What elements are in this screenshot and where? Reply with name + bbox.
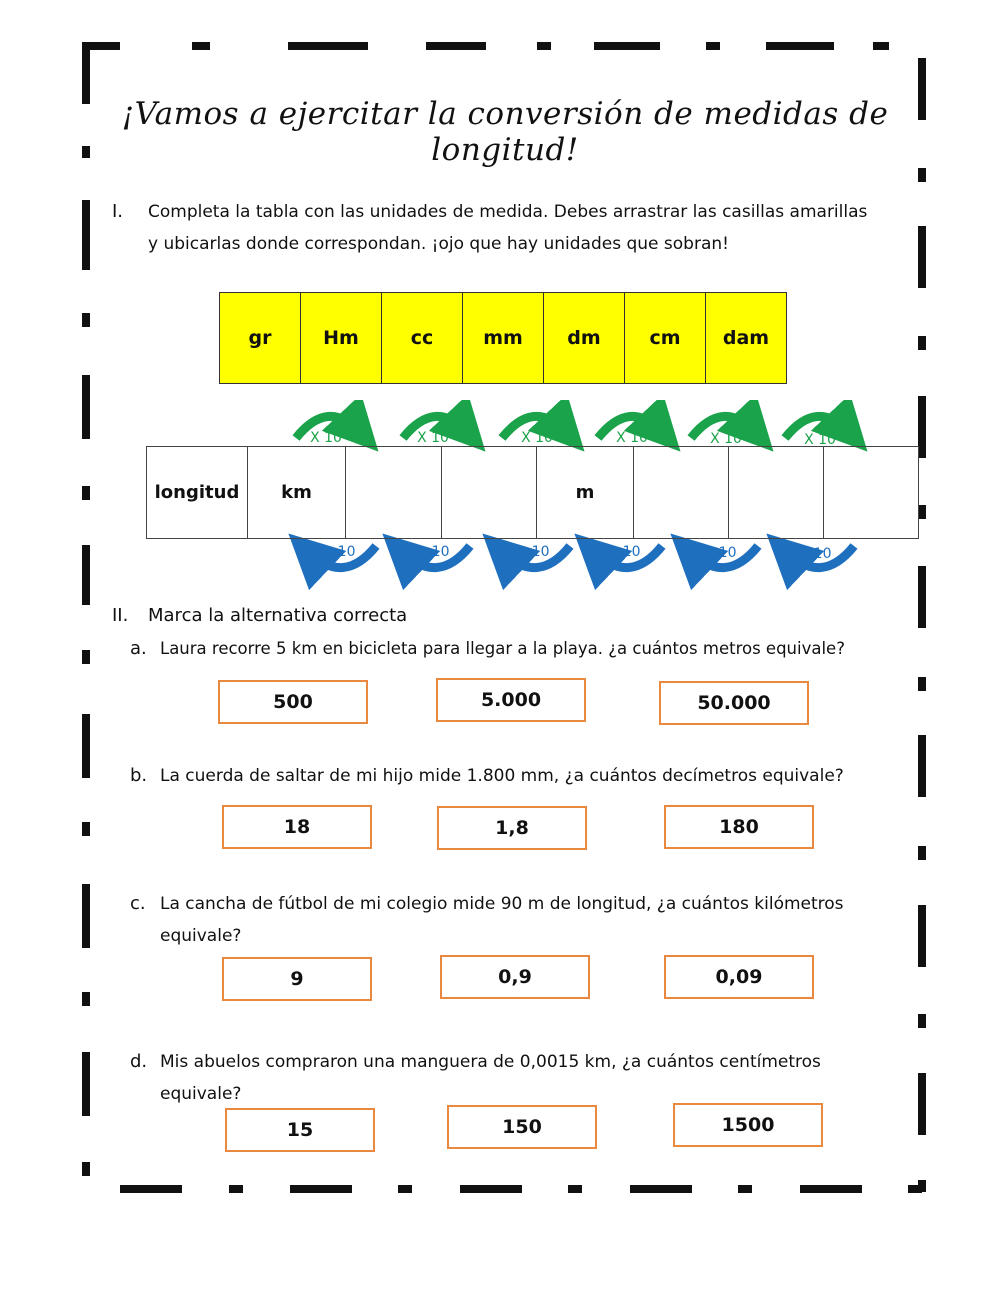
unit-chip-dm[interactable]: dm bbox=[543, 292, 625, 384]
unit-chip-gr[interactable]: gr bbox=[219, 292, 301, 384]
option-b-2[interactable]: 1,8 bbox=[437, 806, 587, 850]
question-d bbox=[130, 1046, 910, 1110]
question-letter: c. bbox=[130, 893, 146, 914]
multiply-label: X 10 bbox=[310, 430, 342, 446]
section-1-number: I. bbox=[112, 201, 124, 222]
option-a-1[interactable]: 500 bbox=[218, 680, 368, 724]
question-text: Mis abuelos compraron una manguera de 0,0015 km, ¿a cuántos centímetros bbox=[160, 1052, 821, 1072]
unit-chip-dam[interactable]: dam bbox=[705, 292, 787, 384]
question-text: La cuerda de saltar de mi hijo mide 1.800 mm, ¿a cuántos decímetros equivale? bbox=[160, 766, 844, 786]
question-letter: d. bbox=[130, 1051, 148, 1072]
option-b-3[interactable]: 180 bbox=[664, 805, 814, 849]
option-d-2[interactable]: 150 bbox=[447, 1105, 597, 1149]
option-c-2[interactable]: 0,9 bbox=[440, 955, 590, 999]
multiply-label: X 10 bbox=[616, 430, 648, 446]
question-c bbox=[130, 888, 910, 952]
option-c-1[interactable]: 9 bbox=[222, 957, 372, 1001]
draggable-units-row bbox=[220, 292, 787, 384]
option-a-3[interactable]: 50.000 bbox=[659, 681, 809, 725]
question-text-continued: equivale? bbox=[160, 1084, 242, 1104]
section-2-title: Marca la alternativa correcta bbox=[148, 605, 408, 626]
option-c-3[interactable]: 0,09 bbox=[664, 955, 814, 999]
divide-label: : 10 bbox=[522, 544, 550, 560]
multiply-label: X 10 bbox=[804, 432, 836, 448]
table-cell-m: m bbox=[536, 446, 634, 539]
drop-slot-2[interactable] bbox=[441, 446, 537, 539]
multiply-label: X 10 bbox=[710, 431, 742, 447]
length-units-table bbox=[147, 446, 919, 539]
question-text: La cancha de fútbol de mi colegio mide 90 m de longitud, ¿a cuántos kilómetros bbox=[160, 894, 844, 914]
option-a-2[interactable]: 5.000 bbox=[436, 678, 586, 722]
multiply-label: X 10 bbox=[521, 430, 553, 446]
multiply-arrows bbox=[296, 416, 849, 438]
divide-label: : 10 bbox=[328, 544, 356, 560]
divide-label: : 10 bbox=[613, 544, 641, 560]
divide-label: : 10 bbox=[709, 545, 737, 561]
option-d-3[interactable]: 1500 bbox=[673, 1103, 823, 1147]
section-2-number: II. bbox=[112, 605, 129, 626]
divide-label: : 10 bbox=[804, 546, 832, 562]
divide-arrows bbox=[308, 546, 854, 568]
unit-chip-hm[interactable]: Hm bbox=[300, 292, 382, 384]
question-text: Laura recorre 5 km en bicicleta para llegar a la playa. ¿a cuántos metros equivale? bbox=[160, 639, 845, 658]
option-b-1[interactable]: 18 bbox=[222, 805, 372, 849]
table-header-cell: longitud bbox=[146, 446, 248, 539]
question-letter: b. bbox=[130, 765, 148, 786]
option-d-1[interactable]: 15 bbox=[225, 1108, 375, 1152]
question-letter: a. bbox=[130, 638, 147, 659]
unit-chip-mm[interactable]: mm bbox=[462, 292, 544, 384]
section-2-heading bbox=[112, 600, 612, 632]
question-b bbox=[130, 760, 910, 792]
unit-chip-cm[interactable]: cm bbox=[624, 292, 706, 384]
question-text-continued: equivale? bbox=[160, 926, 242, 946]
multiply-label: X 10 bbox=[417, 430, 449, 446]
instruction-line-2: y ubicarlas donde correspondan. ¡ojo que hay unidades que sobran! bbox=[148, 234, 729, 254]
drop-slot-4[interactable] bbox=[728, 446, 824, 539]
unit-chip-cc[interactable]: cc bbox=[381, 292, 463, 384]
drop-slot-5[interactable] bbox=[823, 446, 919, 539]
table-cell-km: km bbox=[247, 446, 346, 539]
worksheet-title: ¡Vamos a ejercitar la conversión de medidas de longitud! bbox=[121, 96, 889, 168]
divide-label: : 10 bbox=[422, 544, 450, 560]
question-a bbox=[130, 633, 910, 665]
instruction-line-1: Completa la tabla con las unidades de medida. Debes arrastrar las casillas amarillas bbox=[148, 202, 868, 222]
drop-slot-3[interactable] bbox=[633, 446, 729, 539]
section-1-instruction bbox=[112, 196, 912, 260]
drop-slot-1[interactable] bbox=[345, 446, 442, 539]
